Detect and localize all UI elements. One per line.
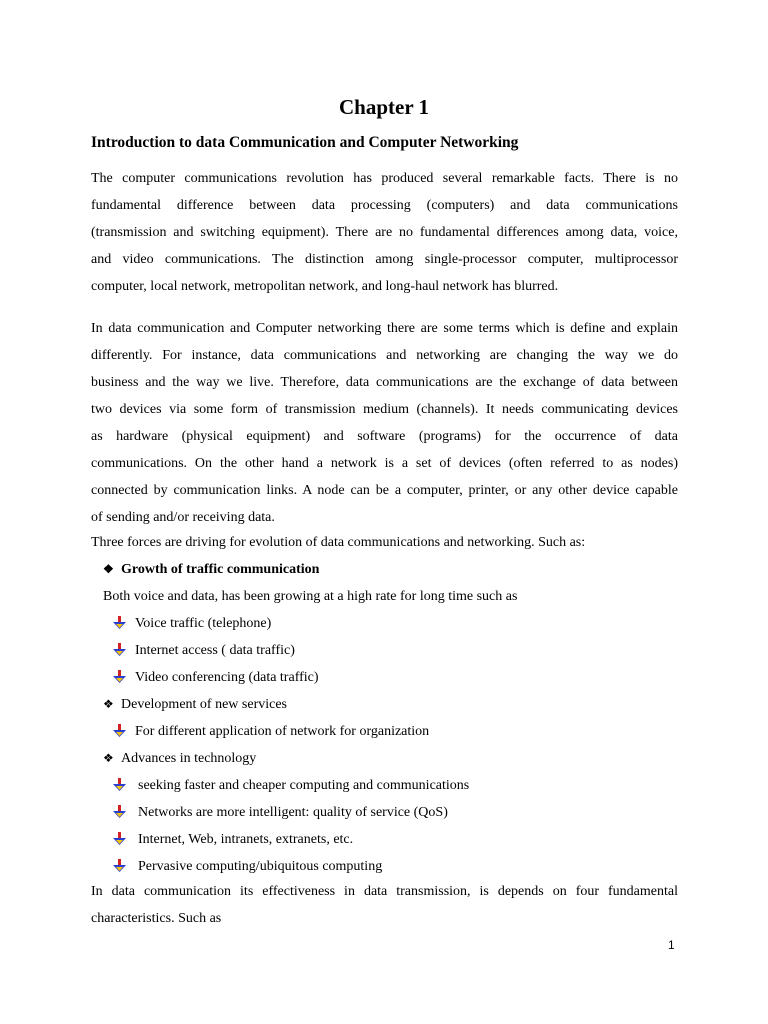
paragraph-line: differently. For instance, data communications and networking are changing the way we do	[91, 348, 678, 363]
paragraph-line: fundamental difference between data processing (computers) and data communications	[91, 198, 678, 213]
page-number: 1	[668, 938, 675, 952]
paragraph-line: In data communication its effectiveness in data transmission, is depends on four fundamental	[91, 884, 678, 899]
force-1-intro: Both voice and data, has been growing at a high rate for long time such as	[103, 589, 518, 604]
paragraph-line: of sending and/or receiving data.	[91, 510, 275, 525]
paragraph-line: as hardware (physical equipment) and software (programs) for the occurrence of data	[91, 429, 678, 444]
paragraph-line: (transmission and switching equipment). There are no fundamental differences among data, voice,	[91, 225, 678, 240]
forces-intro: Three forces are driving for evolution of data communications and networking. Such as:	[91, 535, 586, 550]
paragraph-line: characteristics. Such as	[91, 911, 222, 926]
list-item: Voice traffic (telephone)	[135, 616, 272, 631]
paragraph-line: computer, local network, metropolitan network, and long-haul network has blurred.	[91, 279, 559, 294]
arrow-bullet-icon	[113, 832, 127, 846]
paragraph-1	[91, 165, 678, 300]
list-item: Pervasive computing/ubiquitous computing	[138, 859, 383, 874]
arrow-bullet-icon	[113, 670, 127, 684]
list-item: Video conferencing (data traffic)	[135, 670, 319, 685]
paragraph-line: connected by communication links. A node can be a computer, printer, or any other device capable	[91, 483, 678, 498]
closing-paragraph	[91, 878, 678, 932]
list-item: Internet access ( data traffic)	[135, 643, 295, 658]
section-title: Introduction to data Communication and Computer Networking	[91, 134, 519, 151]
paragraph-2	[91, 315, 678, 531]
diamond-bullet-icon: ❖	[103, 697, 114, 711]
paragraph-line: communications. On the other hand a network is a set of devices (often referred to as nodes)	[91, 456, 678, 471]
force-3-heading: ❖ Advances in technology	[103, 745, 256, 772]
paragraph-line: and video communications. The distinction among single-processor computer, multiprocessor	[91, 252, 678, 267]
paragraph-line: two devices via some form of transmission medium (channels). It needs communicating devices	[91, 402, 678, 417]
list-item: Networks are more intelligent: quality of service (QoS)	[138, 805, 448, 820]
force-2-heading: ❖ Development of new services	[103, 691, 287, 718]
arrow-bullet-icon	[113, 724, 127, 738]
arrow-bullet-icon	[113, 805, 127, 819]
arrow-bullet-icon	[113, 859, 127, 873]
diamond-bullet-icon: ❖	[103, 562, 114, 576]
arrow-bullet-icon	[113, 643, 127, 657]
arrow-bullet-icon	[113, 778, 127, 792]
list-item: Internet, Web, intranets, extranets, etc.	[138, 832, 354, 847]
force-1-heading: ❖ Growth of traffic communication	[103, 556, 319, 583]
diamond-bullet-icon: ❖	[103, 751, 114, 765]
paragraph-line: The computer communications revolution has produced several remarkable facts. There is no	[91, 171, 678, 186]
paragraph-line: In data communication and Computer networking there are some terms which is define and explain	[91, 321, 678, 336]
arrow-bullet-icon	[113, 616, 127, 630]
list-item: For different application of network for organization	[135, 724, 430, 739]
list-item: seeking faster and cheaper computing and communications	[138, 778, 470, 793]
chapter-title: Chapter 1	[338, 95, 430, 119]
paragraph-line: business and the way we live. Therefore, data communications are the exchange of data between	[91, 375, 678, 390]
